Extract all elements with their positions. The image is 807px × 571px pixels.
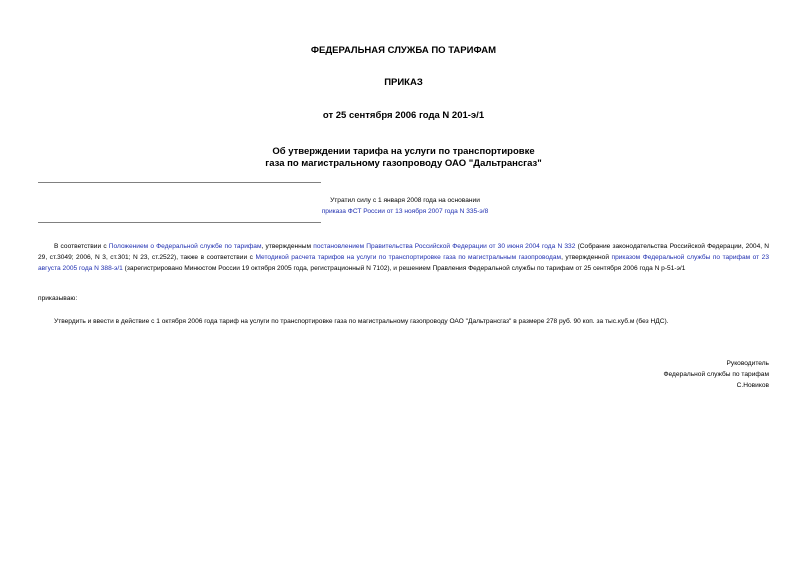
agency-heading: ФЕДЕРАЛЬНАЯ СЛУЖБА ПО ТАРИФАМ — [310, 45, 497, 56]
preamble-paragraph — [38, 241, 769, 274]
preamble-text-2: , утвержденным — [261, 243, 314, 250]
methodology-link[interactable]: Методикой расчета тарифов на услуги по транспортировке газа по магистральным газопроводам — [255, 254, 562, 261]
preamble-text-1: В соответствии с — [54, 243, 109, 250]
preamble-text-4: , утвержденной — [561, 254, 612, 261]
government-decree-link[interactable]: постановлением Правительства Российской Федерации от 30 июня 2004 года N 332 — [313, 243, 576, 250]
status-note-text: Утратил силу с 1 января 2008 года на основании — [330, 197, 480, 204]
document-title-line-1: Об утверждении тарифа на услуги по транспортировке — [272, 146, 535, 157]
signature-position: Руководитель — [726, 360, 769, 367]
date-number-heading: от 25 сентября 2006 года N 201-э/1 — [322, 110, 485, 121]
document-title — [0, 146, 807, 170]
document-type-heading: ПРИКАЗ — [384, 77, 423, 88]
signature-name: С.Новиков — [736, 382, 769, 389]
document-title-line-2: газа по магистральному газопроводу ОАО "Дальтрансгаз" — [265, 158, 542, 169]
divider-top — [38, 182, 321, 183]
order-word: приказываю: — [38, 295, 78, 302]
divider-bottom — [38, 222, 321, 223]
order-text: Утвердить и ввести в действие с 1 октября 2006 года тариф на услуги по транспортировке газа по магистральному газопроводу ОАО "Дальтрансгаз" в размере 278 руб. 90 коп. за тыс.куб.м (без НДС). — [54, 318, 669, 325]
regulation-link[interactable]: Положением о Федеральной службе по тарифам — [108, 243, 262, 250]
status-note-line-2 — [260, 206, 550, 217]
signature-organization: Федеральной службы по тарифам — [663, 371, 769, 378]
repeal-order-link[interactable]: приказа ФСТ России от 13 ноября 2007 года N 335-э/8 — [321, 208, 489, 215]
fst-order-link[interactable]: приказом Федеральной службы по тарифам от 23 августа 2005 года N 388-э/1 — [38, 254, 770, 272]
preamble-text-5: (зарегистрировано Минюстом России 19 октября 2005 года, регистрационный N 7102), и решением Правления Федеральной службы по тарифам от 25 сентября 2006 года N р-51-э/1 — [122, 265, 686, 272]
preamble-text-3: (Собрание законодательства Российской Федерации, 2004, N 29, ст.3049; 2006, N 3, ст.301; N 23, ст.2522), также в соответствии с — [38, 243, 770, 261]
